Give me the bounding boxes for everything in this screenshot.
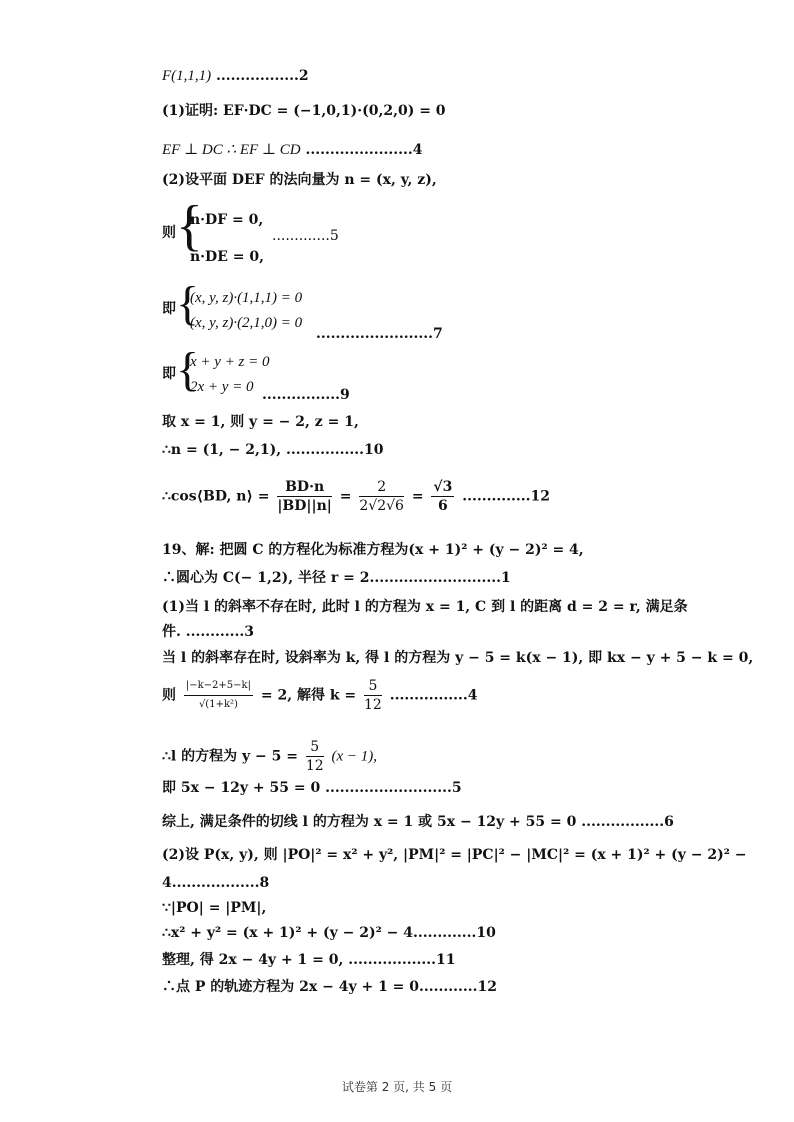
score-mark: .................6 [581,814,674,830]
fraction-5-12: $\frac{5}{12}$ [305,739,324,774]
page-footer: 试卷第 2 页, 共 5 页 [341,1080,453,1094]
score-mark: ..............12 [462,488,550,505]
fraction-k: $\frac{5}{12}$ [364,678,382,713]
line-cos: ∴cos⟨BD, n⟩ = $\frac{BD\cdot n}{|BD||n|}$ = $\frac{2}{2√2√6}$ = $\frac{√3}{6}$ ..............12 [162,479,550,514]
fraction-sqrt3-6: $\frac{√3}{6}$ [433,479,453,514]
line-l-equation: ∴l 的方程为 y − 5 = $\frac{5}{12}$ (x − 1), [162,739,378,774]
label-then: 则 [162,225,176,241]
line-equation-5x: 即 5x − 12y + 55 = 0 ..........................5 [162,780,462,796]
line-take-x: 取 x = 1, 则 y = − 2, z = 1, [162,414,359,430]
line-summary: 综上, 满足条件的切线 l 的方程为 x = 1 或 5x − 12y + 55 = 0 .................6 [162,814,674,830]
left-brace: { [176,195,203,257]
line-normal-vector: (2)设平面 DEF 的法向量为 n = (x, y, z), [162,172,437,188]
line-locus: ∴点 P 的轨迹方程为 2x − 4y + 1 = 0............12 [162,979,498,995]
score-mark: ........................7 [316,326,443,342]
equation-xyz-sum: x + y + z = 0 [190,354,270,370]
line-part2-setup: (2)设 P(x, y), 则 |PO|² = x² + y², |PM|² = |PC|² − |MC|² = (x + 1)² + (y − 2)² − [162,847,747,863]
cos-label: ∴cos⟨BD, n⟩ = [162,488,270,505]
left-brace: { [176,277,200,330]
line-po-pm: ∵|PO| = |PM|, [162,900,267,916]
line-n-vector: ∴n = (1, − 2,1), ................10 [162,442,384,458]
equation-n-de: n·DE = 0, [190,249,264,265]
line-condition-met: 件. ............3 [162,624,254,640]
line-simplify: 整理, 得 2x − 4y + 1 = 0, ..................11 [162,952,456,968]
equation-2x-y: 2x + y = 0 [190,379,254,395]
line-center-radius: ∴圆心为 C(− 1,2), 半径 r = 2...........................1 [162,570,511,586]
line-expand: ∴x² + y² = (x + 1)² + (y − 2)² − 4.............10 [162,925,496,941]
label-namely: 即 [162,366,176,382]
equation-dot-210: (x, y, z)·(2,1,0) = 0 [190,315,303,331]
line-proof-dot-product: (1)证明: EF·DC = (−1,0,1)·(0,2,0) = 0 [162,103,446,119]
line-perpendicular [162,140,422,160]
line-slope-exists: 当 l 的斜率存在时, 设斜率为 k, 得 l 的方程为 y − 5 = k(x − 1), 即 kx − y + 5 − k = 0, [162,650,754,666]
score-mark: ................9 [262,387,350,403]
fraction-2-over: $\frac{2}{2√2√6}$ [359,479,404,514]
score-mark: .............5 [272,228,339,244]
fraction-distance: $\frac{|-k-2+5-k|}{\text{√(1+k²)}}$ [184,677,253,714]
line-slope-undefined: (1)当 l 的斜率不存在时, 此时 l 的方程为 x = 1, C 到 l 的距离 d = 2 = r, 满足条 [162,599,688,615]
equation-dot-111: (x, y, z)·(1,1,1) = 0 [190,290,303,306]
score-mark: ................4 [389,687,478,704]
left-brace: { [176,343,200,396]
score-mark: ..........................5 [325,780,462,796]
label-namely: 即 [162,301,176,317]
fraction-bd-n: $\frac{BD\cdot n}{|BD||n|}$ [277,479,332,514]
perpendicular-text: EF ⊥ DC ∴ EF ⊥ CD [162,142,301,158]
line-q19-standard-form: 19、解: 把圆 C 的方程化为标准方程为(x + 1)² + (y − 2)² = 4, [162,542,584,558]
point-f-text: F(1,1,1) [162,68,212,84]
score-mark: ......................4 [305,142,423,158]
equation-n-df: n·DF = 0, [190,212,264,228]
line-score-8: 4..................8 [162,875,270,891]
score-mark: .................2 [216,68,309,84]
line-distance-equation: 则 $\frac{|-k-2+5-k|}{\text{√(1+k²)}}$ = 2, 解得 k = $\frac{5}{12}$ ................4 [162,678,478,713]
line-point-f [162,66,309,86]
